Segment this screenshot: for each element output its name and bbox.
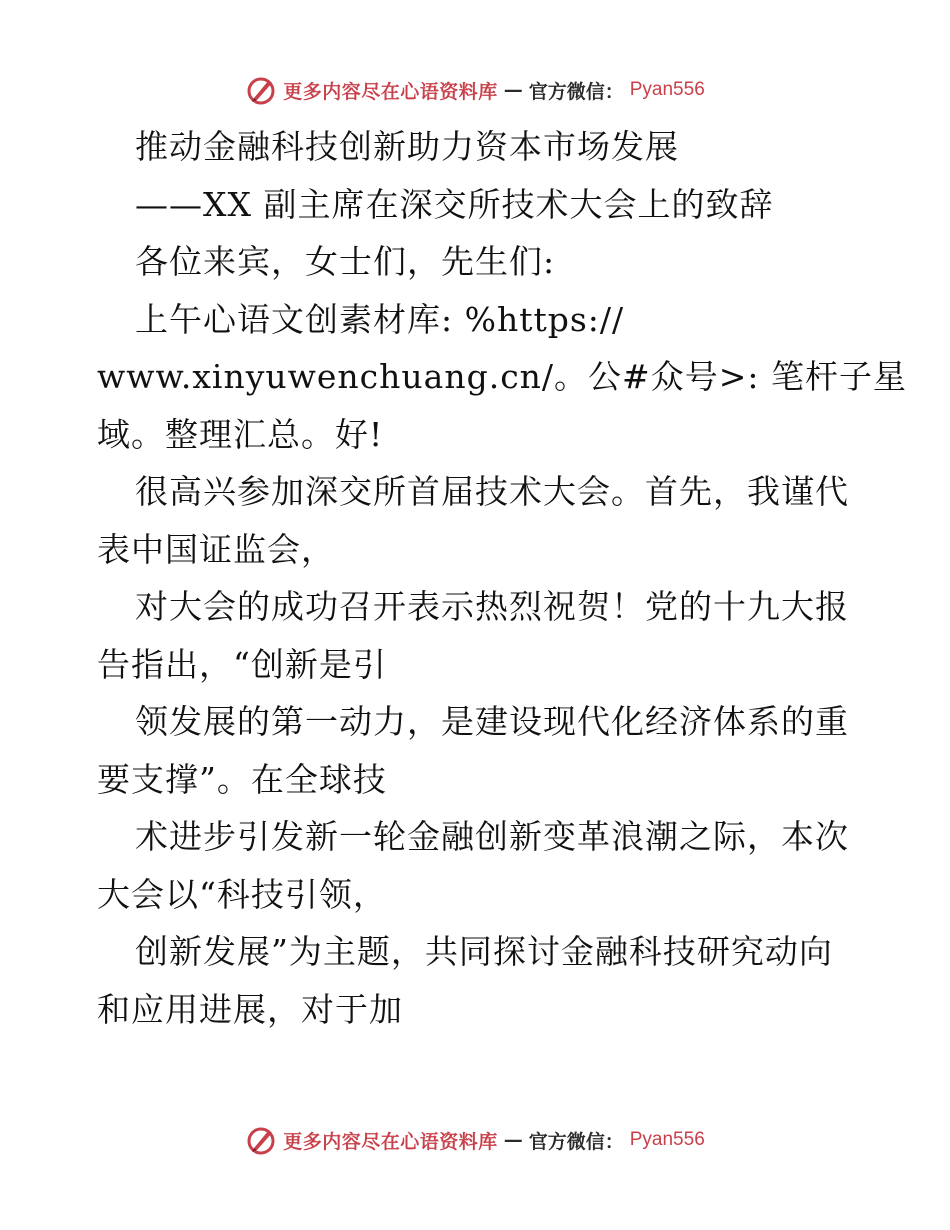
text-line: ——XX 副主席在深交所技术大会上的致辞 bbox=[135, 184, 774, 224]
text-line: 告指出，“创新是引 bbox=[97, 644, 387, 684]
banner-label: 官方微信： bbox=[528, 1130, 624, 1153]
text-line: 和应用进展，对于加 bbox=[97, 989, 403, 1029]
text-line: 推动金融科技创新助力资本市场发展 bbox=[135, 127, 679, 166]
text-line: 表中国证监会， bbox=[97, 529, 335, 569]
footer-banner bbox=[0, 1120, 950, 1160]
banner-prefix: 更多内容尽在心语资料库 bbox=[283, 80, 498, 103]
text-line: 上午心语文创素材库: %https:// bbox=[135, 299, 625, 339]
text-line: 各位来宾，女士们，先生们: bbox=[135, 242, 556, 281]
text-line: www.xinyuwenchuang.cn/。公#众号>: 笔杆子星 bbox=[97, 357, 907, 396]
text-line: 对大会的成功召开表示热烈祝贺！党的十九大报 bbox=[135, 587, 849, 626]
banner-dash: — bbox=[503, 79, 523, 101]
text-line: 大会以“科技引领， bbox=[97, 874, 387, 914]
banner-label: 官方微信： bbox=[528, 80, 624, 103]
banner-prefix: 更多内容尽在心语资料库 bbox=[283, 1130, 498, 1153]
banner-dash: — bbox=[503, 1129, 523, 1151]
banner-wechat-id: Pyan556 bbox=[629, 79, 705, 100]
text-line: 术进步引发新一轮金融创新变革浪潮之际，本次 bbox=[135, 817, 849, 856]
text-line: 域。整理汇总。好! bbox=[97, 414, 384, 454]
header-banner bbox=[0, 70, 950, 110]
text-line: 很高兴参加深交所首届技术大会。首先，我谨代 bbox=[135, 472, 849, 511]
text-line: 要支撑”。在全球技 bbox=[97, 759, 387, 799]
text-line: 创新发展”为主题，共同探讨金融科技研究动向 bbox=[135, 932, 833, 971]
quill-logo-icon bbox=[245, 74, 277, 106]
document-body bbox=[97, 118, 907, 1038]
quill-logo-icon bbox=[245, 1124, 277, 1156]
text-line: 领发展的第一动力，是建设现代化经济体系的重 bbox=[135, 702, 849, 741]
banner-wechat-id: Pyan556 bbox=[629, 1129, 705, 1150]
